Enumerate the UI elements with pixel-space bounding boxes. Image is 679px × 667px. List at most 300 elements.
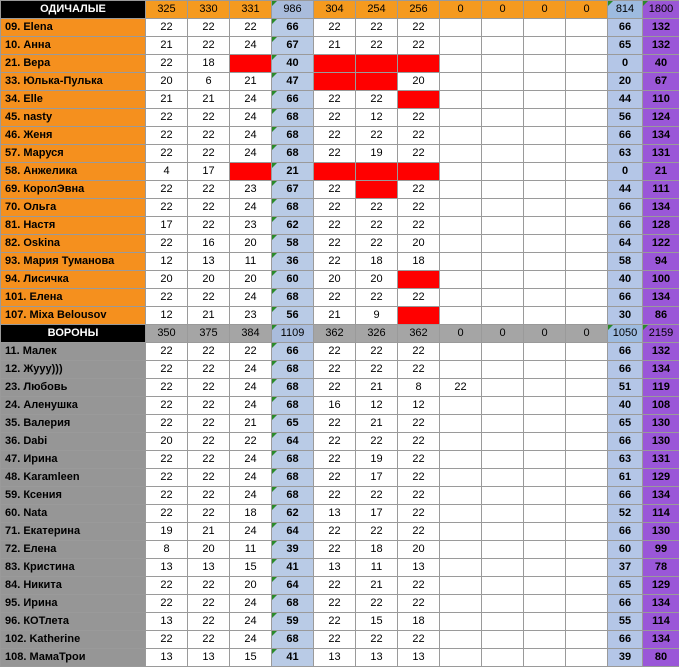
score-cell[interactable]	[482, 235, 524, 253]
score-cell[interactable]: 22	[356, 37, 398, 55]
score-cell[interactable]: 22	[398, 37, 440, 55]
score-cell[interactable]: 24	[230, 523, 272, 541]
score-cell[interactable]	[440, 415, 482, 433]
score-cell[interactable]: 24	[230, 631, 272, 649]
score-cell[interactable]	[440, 145, 482, 163]
score-cell[interactable]: 68	[272, 397, 314, 415]
score-cell[interactable]: 68	[272, 379, 314, 397]
score-cell[interactable]: 68	[272, 469, 314, 487]
score-cell[interactable]: 13	[146, 613, 188, 631]
score-cell[interactable]: 134	[643, 361, 679, 379]
score-cell[interactable]: 22	[314, 433, 356, 451]
score-cell[interactable]: 24	[230, 37, 272, 55]
score-cell[interactable]	[482, 271, 524, 289]
score-cell[interactable]: 22	[146, 487, 188, 505]
score-cell[interactable]: 134	[643, 127, 679, 145]
player-name[interactable]: 94. Лисичка	[1, 271, 146, 289]
score-cell[interactable]	[524, 307, 566, 325]
score-cell[interactable]	[524, 379, 566, 397]
score-cell[interactable]	[482, 595, 524, 613]
score-cell[interactable]: 110	[643, 91, 679, 109]
score-cell[interactable]	[482, 289, 524, 307]
score-cell[interactable]: 94	[643, 253, 679, 271]
score-cell[interactable]	[356, 73, 398, 91]
score-cell[interactable]: 22	[314, 217, 356, 235]
score-cell[interactable]	[566, 271, 608, 289]
player-name[interactable]: 83. Кристина	[1, 559, 146, 577]
score-cell[interactable]: 22	[398, 505, 440, 523]
score-cell[interactable]: 22	[188, 109, 230, 127]
score-cell[interactable]: 24	[230, 397, 272, 415]
score-cell[interactable]: 22	[314, 631, 356, 649]
score-cell[interactable]: 22	[398, 109, 440, 127]
score-cell[interactable]: 22	[314, 253, 356, 271]
score-cell[interactable]: 20	[314, 271, 356, 289]
score-cell[interactable]	[524, 37, 566, 55]
player-name[interactable]: 36. Dabi	[1, 433, 146, 451]
score-cell[interactable]: 66	[608, 199, 643, 217]
score-cell[interactable]: 22	[398, 361, 440, 379]
score-cell[interactable]: 60	[608, 541, 643, 559]
score-cell[interactable]	[440, 451, 482, 469]
score-cell[interactable]	[482, 343, 524, 361]
score-cell[interactable]	[440, 541, 482, 559]
player-name[interactable]: 10. Анна	[1, 37, 146, 55]
score-cell[interactable]: 22	[146, 379, 188, 397]
score-cell[interactable]: 56	[272, 307, 314, 325]
score-cell[interactable]	[482, 91, 524, 109]
score-cell[interactable]: 24	[230, 199, 272, 217]
score-cell[interactable]: 13	[398, 559, 440, 577]
score-cell[interactable]: 22	[356, 19, 398, 37]
score-cell[interactable]: 13	[398, 649, 440, 667]
score-cell[interactable]: 22	[146, 595, 188, 613]
score-cell[interactable]: 13	[146, 649, 188, 667]
score-cell[interactable]	[440, 235, 482, 253]
score-cell[interactable]: 22	[314, 109, 356, 127]
score-cell[interactable]	[440, 523, 482, 541]
score-cell[interactable]: 22	[314, 541, 356, 559]
player-name[interactable]: 34. Elle	[1, 91, 146, 109]
score-cell[interactable]: 20	[146, 271, 188, 289]
score-cell[interactable]	[440, 19, 482, 37]
score-cell[interactable]: 22	[398, 343, 440, 361]
score-cell[interactable]: 22	[314, 199, 356, 217]
score-cell[interactable]: 24	[230, 127, 272, 145]
score-cell[interactable]: 22	[146, 631, 188, 649]
score-cell[interactable]	[566, 163, 608, 181]
score-cell[interactable]: 21	[356, 379, 398, 397]
score-cell[interactable]	[566, 505, 608, 523]
score-cell[interactable]	[524, 559, 566, 577]
score-cell[interactable]: 16	[188, 235, 230, 253]
score-cell[interactable]: 64	[272, 433, 314, 451]
score-cell[interactable]: 21	[314, 307, 356, 325]
score-cell[interactable]: 22	[146, 343, 188, 361]
score-cell[interactable]: 22	[188, 145, 230, 163]
score-cell[interactable]	[566, 343, 608, 361]
score-cell[interactable]	[566, 577, 608, 595]
score-cell[interactable]: 22	[314, 613, 356, 631]
score-cell[interactable]	[356, 55, 398, 73]
score-cell[interactable]: 4	[146, 163, 188, 181]
score-cell[interactable]: 66	[272, 19, 314, 37]
score-cell[interactable]	[440, 631, 482, 649]
score-cell[interactable]	[482, 217, 524, 235]
score-cell[interactable]	[524, 181, 566, 199]
score-cell[interactable]	[482, 649, 524, 667]
score-cell[interactable]	[398, 55, 440, 73]
score-cell[interactable]: 22	[188, 289, 230, 307]
score-cell[interactable]: 68	[272, 145, 314, 163]
score-cell[interactable]: 22	[398, 181, 440, 199]
score-cell[interactable]: 20	[230, 271, 272, 289]
score-cell[interactable]: 22	[188, 343, 230, 361]
score-cell[interactable]: 13	[314, 649, 356, 667]
score-cell[interactable]: 68	[272, 595, 314, 613]
score-cell[interactable]: 66	[608, 433, 643, 451]
player-name[interactable]: 60. Nata	[1, 505, 146, 523]
score-cell[interactable]	[566, 19, 608, 37]
score-cell[interactable]: 66	[608, 631, 643, 649]
score-cell[interactable]: 22	[398, 469, 440, 487]
score-cell[interactable]	[524, 433, 566, 451]
score-cell[interactable]: 66	[608, 289, 643, 307]
score-cell[interactable]: 22	[146, 109, 188, 127]
score-cell[interactable]: 22	[146, 235, 188, 253]
player-name[interactable]: 11. Малек	[1, 343, 146, 361]
score-cell[interactable]	[482, 577, 524, 595]
score-cell[interactable]	[482, 433, 524, 451]
score-cell[interactable]: 119	[643, 379, 679, 397]
score-cell[interactable]: 13	[188, 559, 230, 577]
score-cell[interactable]: 22	[188, 37, 230, 55]
score-cell[interactable]: 22	[314, 19, 356, 37]
score-cell[interactable]: 22	[398, 289, 440, 307]
score-cell[interactable]: 22	[314, 415, 356, 433]
score-cell[interactable]: 41	[272, 559, 314, 577]
score-cell[interactable]	[440, 343, 482, 361]
score-cell[interactable]: 20	[146, 433, 188, 451]
player-name[interactable]: 46. Женя	[1, 127, 146, 145]
score-cell[interactable]: 134	[643, 487, 679, 505]
score-cell[interactable]: 18	[398, 613, 440, 631]
score-cell[interactable]: 78	[643, 559, 679, 577]
player-name[interactable]: 12. Жууу)))	[1, 361, 146, 379]
player-name[interactable]: 48. Karamleen	[1, 469, 146, 487]
score-cell[interactable]: 66	[608, 523, 643, 541]
score-cell[interactable]: 64	[608, 235, 643, 253]
score-cell[interactable]: 22	[398, 127, 440, 145]
score-cell[interactable]: 18	[398, 253, 440, 271]
score-cell[interactable]	[566, 145, 608, 163]
score-cell[interactable]: 66	[608, 343, 643, 361]
score-cell[interactable]: 134	[643, 595, 679, 613]
score-cell[interactable]	[524, 253, 566, 271]
score-cell[interactable]	[482, 19, 524, 37]
score-cell[interactable]: 18	[230, 505, 272, 523]
score-cell[interactable]: 80	[643, 649, 679, 667]
score-cell[interactable]: 132	[643, 343, 679, 361]
score-cell[interactable]: 13	[356, 649, 398, 667]
score-cell[interactable]	[566, 649, 608, 667]
score-cell[interactable]: 65	[608, 577, 643, 595]
score-cell[interactable]	[440, 73, 482, 91]
score-cell[interactable]: 21	[146, 37, 188, 55]
score-cell[interactable]	[524, 235, 566, 253]
score-cell[interactable]: 22	[188, 217, 230, 235]
score-cell[interactable]	[440, 55, 482, 73]
score-cell[interactable]	[566, 559, 608, 577]
score-cell[interactable]: 22	[314, 469, 356, 487]
score-cell[interactable]: 22	[398, 415, 440, 433]
score-cell[interactable]: 22	[356, 235, 398, 253]
score-cell[interactable]: 20	[398, 73, 440, 91]
score-cell[interactable]	[440, 127, 482, 145]
score-cell[interactable]: 44	[608, 181, 643, 199]
score-cell[interactable]: 66	[608, 595, 643, 613]
score-cell[interactable]: 22	[398, 19, 440, 37]
score-cell[interactable]	[566, 613, 608, 631]
score-cell[interactable]: 22	[314, 577, 356, 595]
score-cell[interactable]: 66	[608, 217, 643, 235]
score-cell[interactable]: 21	[314, 37, 356, 55]
score-cell[interactable]: 22	[146, 577, 188, 595]
score-cell[interactable]: 131	[643, 145, 679, 163]
score-cell[interactable]: 64	[272, 577, 314, 595]
score-cell[interactable]: 65	[608, 415, 643, 433]
score-cell[interactable]: 22	[146, 505, 188, 523]
score-cell[interactable]	[566, 451, 608, 469]
score-cell[interactable]: 24	[230, 109, 272, 127]
score-cell[interactable]	[440, 271, 482, 289]
score-cell[interactable]: 22	[188, 19, 230, 37]
score-cell[interactable]: 65	[272, 415, 314, 433]
player-name[interactable]: 81. Настя	[1, 217, 146, 235]
score-cell[interactable]: 22	[188, 631, 230, 649]
score-cell[interactable]: 22	[314, 127, 356, 145]
score-cell[interactable]: 30	[608, 307, 643, 325]
score-cell[interactable]	[314, 73, 356, 91]
score-cell[interactable]	[482, 559, 524, 577]
score-cell[interactable]: 18	[188, 55, 230, 73]
score-cell[interactable]	[482, 451, 524, 469]
score-cell[interactable]: 22	[188, 505, 230, 523]
player-name[interactable]: 95. Ирина	[1, 595, 146, 613]
score-cell[interactable]: 22	[398, 595, 440, 613]
score-cell[interactable]: 24	[230, 91, 272, 109]
score-cell[interactable]: 22	[146, 397, 188, 415]
score-cell[interactable]	[482, 37, 524, 55]
score-cell[interactable]: 22	[356, 631, 398, 649]
score-cell[interactable]: 17	[188, 163, 230, 181]
score-cell[interactable]: 64	[272, 523, 314, 541]
player-name[interactable]: 24. Аленушка	[1, 397, 146, 415]
score-cell[interactable]: 23	[230, 307, 272, 325]
score-cell[interactable]	[440, 109, 482, 127]
score-cell[interactable]: 6	[188, 73, 230, 91]
score-cell[interactable]: 22	[314, 451, 356, 469]
score-cell[interactable]	[566, 109, 608, 127]
score-cell[interactable]	[524, 397, 566, 415]
score-cell[interactable]: 22	[356, 595, 398, 613]
score-cell[interactable]	[524, 199, 566, 217]
score-cell[interactable]: 22	[356, 91, 398, 109]
score-cell[interactable]: 24	[230, 487, 272, 505]
score-cell[interactable]	[482, 487, 524, 505]
score-cell[interactable]: 114	[643, 613, 679, 631]
score-cell[interactable]: 22	[398, 145, 440, 163]
score-cell[interactable]	[524, 469, 566, 487]
score-cell[interactable]: 22	[188, 451, 230, 469]
score-cell[interactable]: 68	[272, 451, 314, 469]
score-cell[interactable]: 13	[314, 505, 356, 523]
score-cell[interactable]: 22	[188, 487, 230, 505]
score-cell[interactable]: 22	[188, 199, 230, 217]
score-cell[interactable]: 66	[608, 361, 643, 379]
player-name[interactable]: 69. КоролЭвна	[1, 181, 146, 199]
score-cell[interactable]: 20	[356, 271, 398, 289]
score-cell[interactable]: 22	[398, 199, 440, 217]
score-cell[interactable]: 22	[398, 631, 440, 649]
score-cell[interactable]: 108	[643, 397, 679, 415]
score-cell[interactable]: 22	[188, 361, 230, 379]
score-cell[interactable]: 22	[230, 433, 272, 451]
score-cell[interactable]: 23	[230, 217, 272, 235]
score-cell[interactable]: 21	[230, 415, 272, 433]
score-cell[interactable]: 13	[188, 253, 230, 271]
score-cell[interactable]	[440, 217, 482, 235]
score-cell[interactable]: 22	[188, 433, 230, 451]
score-cell[interactable]: 22	[188, 181, 230, 199]
score-cell[interactable]	[482, 145, 524, 163]
player-name[interactable]: 33. Юлька-Пулька	[1, 73, 146, 91]
score-cell[interactable]	[314, 163, 356, 181]
player-name[interactable]: 107. Mixa Belousov	[1, 307, 146, 325]
score-cell[interactable]: 24	[230, 289, 272, 307]
score-cell[interactable]: 9	[356, 307, 398, 325]
score-cell[interactable]	[524, 289, 566, 307]
score-cell[interactable]: 56	[608, 109, 643, 127]
score-cell[interactable]: 22	[398, 433, 440, 451]
score-cell[interactable]: 17	[356, 469, 398, 487]
score-cell[interactable]: 66	[608, 127, 643, 145]
score-cell[interactable]: 15	[230, 559, 272, 577]
score-cell[interactable]	[482, 523, 524, 541]
score-cell[interactable]: 22	[314, 343, 356, 361]
score-cell[interactable]: 24	[230, 451, 272, 469]
score-cell[interactable]: 19	[356, 145, 398, 163]
player-name[interactable]: 96. КОТлета	[1, 613, 146, 631]
score-cell[interactable]	[398, 163, 440, 181]
score-cell[interactable]: 129	[643, 469, 679, 487]
score-cell[interactable]: 130	[643, 433, 679, 451]
score-cell[interactable]	[230, 163, 272, 181]
score-cell[interactable]: 22	[356, 343, 398, 361]
score-cell[interactable]	[440, 595, 482, 613]
score-cell[interactable]	[440, 199, 482, 217]
score-cell[interactable]: 22	[356, 487, 398, 505]
score-cell[interactable]	[524, 145, 566, 163]
score-cell[interactable]: 24	[230, 361, 272, 379]
score-cell[interactable]	[566, 199, 608, 217]
score-cell[interactable]: 124	[643, 109, 679, 127]
score-cell[interactable]: 18	[356, 253, 398, 271]
score-cell[interactable]: 22	[314, 181, 356, 199]
score-cell[interactable]: 22	[146, 199, 188, 217]
score-cell[interactable]: 21	[643, 163, 679, 181]
score-cell[interactable]	[524, 271, 566, 289]
score-cell[interactable]: 22	[314, 487, 356, 505]
score-cell[interactable]: 22	[314, 145, 356, 163]
score-cell[interactable]: 24	[230, 145, 272, 163]
player-name[interactable]: 72. Елена	[1, 541, 146, 559]
score-cell[interactable]: 17	[356, 505, 398, 523]
score-cell[interactable]: 99	[643, 541, 679, 559]
score-cell[interactable]: 24	[230, 469, 272, 487]
score-cell[interactable]: 134	[643, 631, 679, 649]
score-cell[interactable]: 60	[272, 271, 314, 289]
score-cell[interactable]: 22	[356, 433, 398, 451]
score-cell[interactable]	[566, 253, 608, 271]
score-cell[interactable]	[524, 613, 566, 631]
score-cell[interactable]	[524, 343, 566, 361]
score-cell[interactable]	[440, 91, 482, 109]
score-cell[interactable]: 19	[356, 451, 398, 469]
score-cell[interactable]	[398, 91, 440, 109]
score-cell[interactable]: 12	[146, 253, 188, 271]
score-cell[interactable]	[440, 649, 482, 667]
score-cell[interactable]: 22	[146, 469, 188, 487]
score-cell[interactable]: 20	[398, 541, 440, 559]
score-cell[interactable]	[230, 55, 272, 73]
score-cell[interactable]: 40	[608, 271, 643, 289]
score-cell[interactable]	[398, 307, 440, 325]
score-cell[interactable]: 130	[643, 523, 679, 541]
score-cell[interactable]	[524, 361, 566, 379]
score-cell[interactable]: 22	[398, 577, 440, 595]
score-cell[interactable]	[356, 163, 398, 181]
score-cell[interactable]: 22	[356, 523, 398, 541]
score-cell[interactable]: 111	[643, 181, 679, 199]
score-cell[interactable]: 15	[356, 613, 398, 631]
score-cell[interactable]: 134	[643, 289, 679, 307]
score-cell[interactable]: 21	[230, 73, 272, 91]
score-cell[interactable]: 8	[146, 541, 188, 559]
score-cell[interactable]: 130	[643, 415, 679, 433]
score-cell[interactable]: 68	[272, 361, 314, 379]
score-cell[interactable]	[482, 73, 524, 91]
score-cell[interactable]: 22	[314, 379, 356, 397]
score-cell[interactable]: 22	[188, 397, 230, 415]
score-cell[interactable]: 24	[230, 613, 272, 631]
score-cell[interactable]: 11	[230, 541, 272, 559]
score-cell[interactable]: 68	[272, 199, 314, 217]
player-name[interactable]: 102. Katherine	[1, 631, 146, 649]
score-cell[interactable]	[482, 469, 524, 487]
score-cell[interactable]: 67	[643, 73, 679, 91]
score-cell[interactable]: 12	[356, 109, 398, 127]
score-cell[interactable]: 11	[230, 253, 272, 271]
score-cell[interactable]	[398, 271, 440, 289]
score-cell[interactable]	[482, 307, 524, 325]
score-cell[interactable]: 67	[272, 181, 314, 199]
score-cell[interactable]: 61	[608, 469, 643, 487]
score-cell[interactable]: 12	[146, 307, 188, 325]
score-cell[interactable]: 22	[146, 127, 188, 145]
score-cell[interactable]	[356, 181, 398, 199]
score-cell[interactable]: 0	[608, 163, 643, 181]
